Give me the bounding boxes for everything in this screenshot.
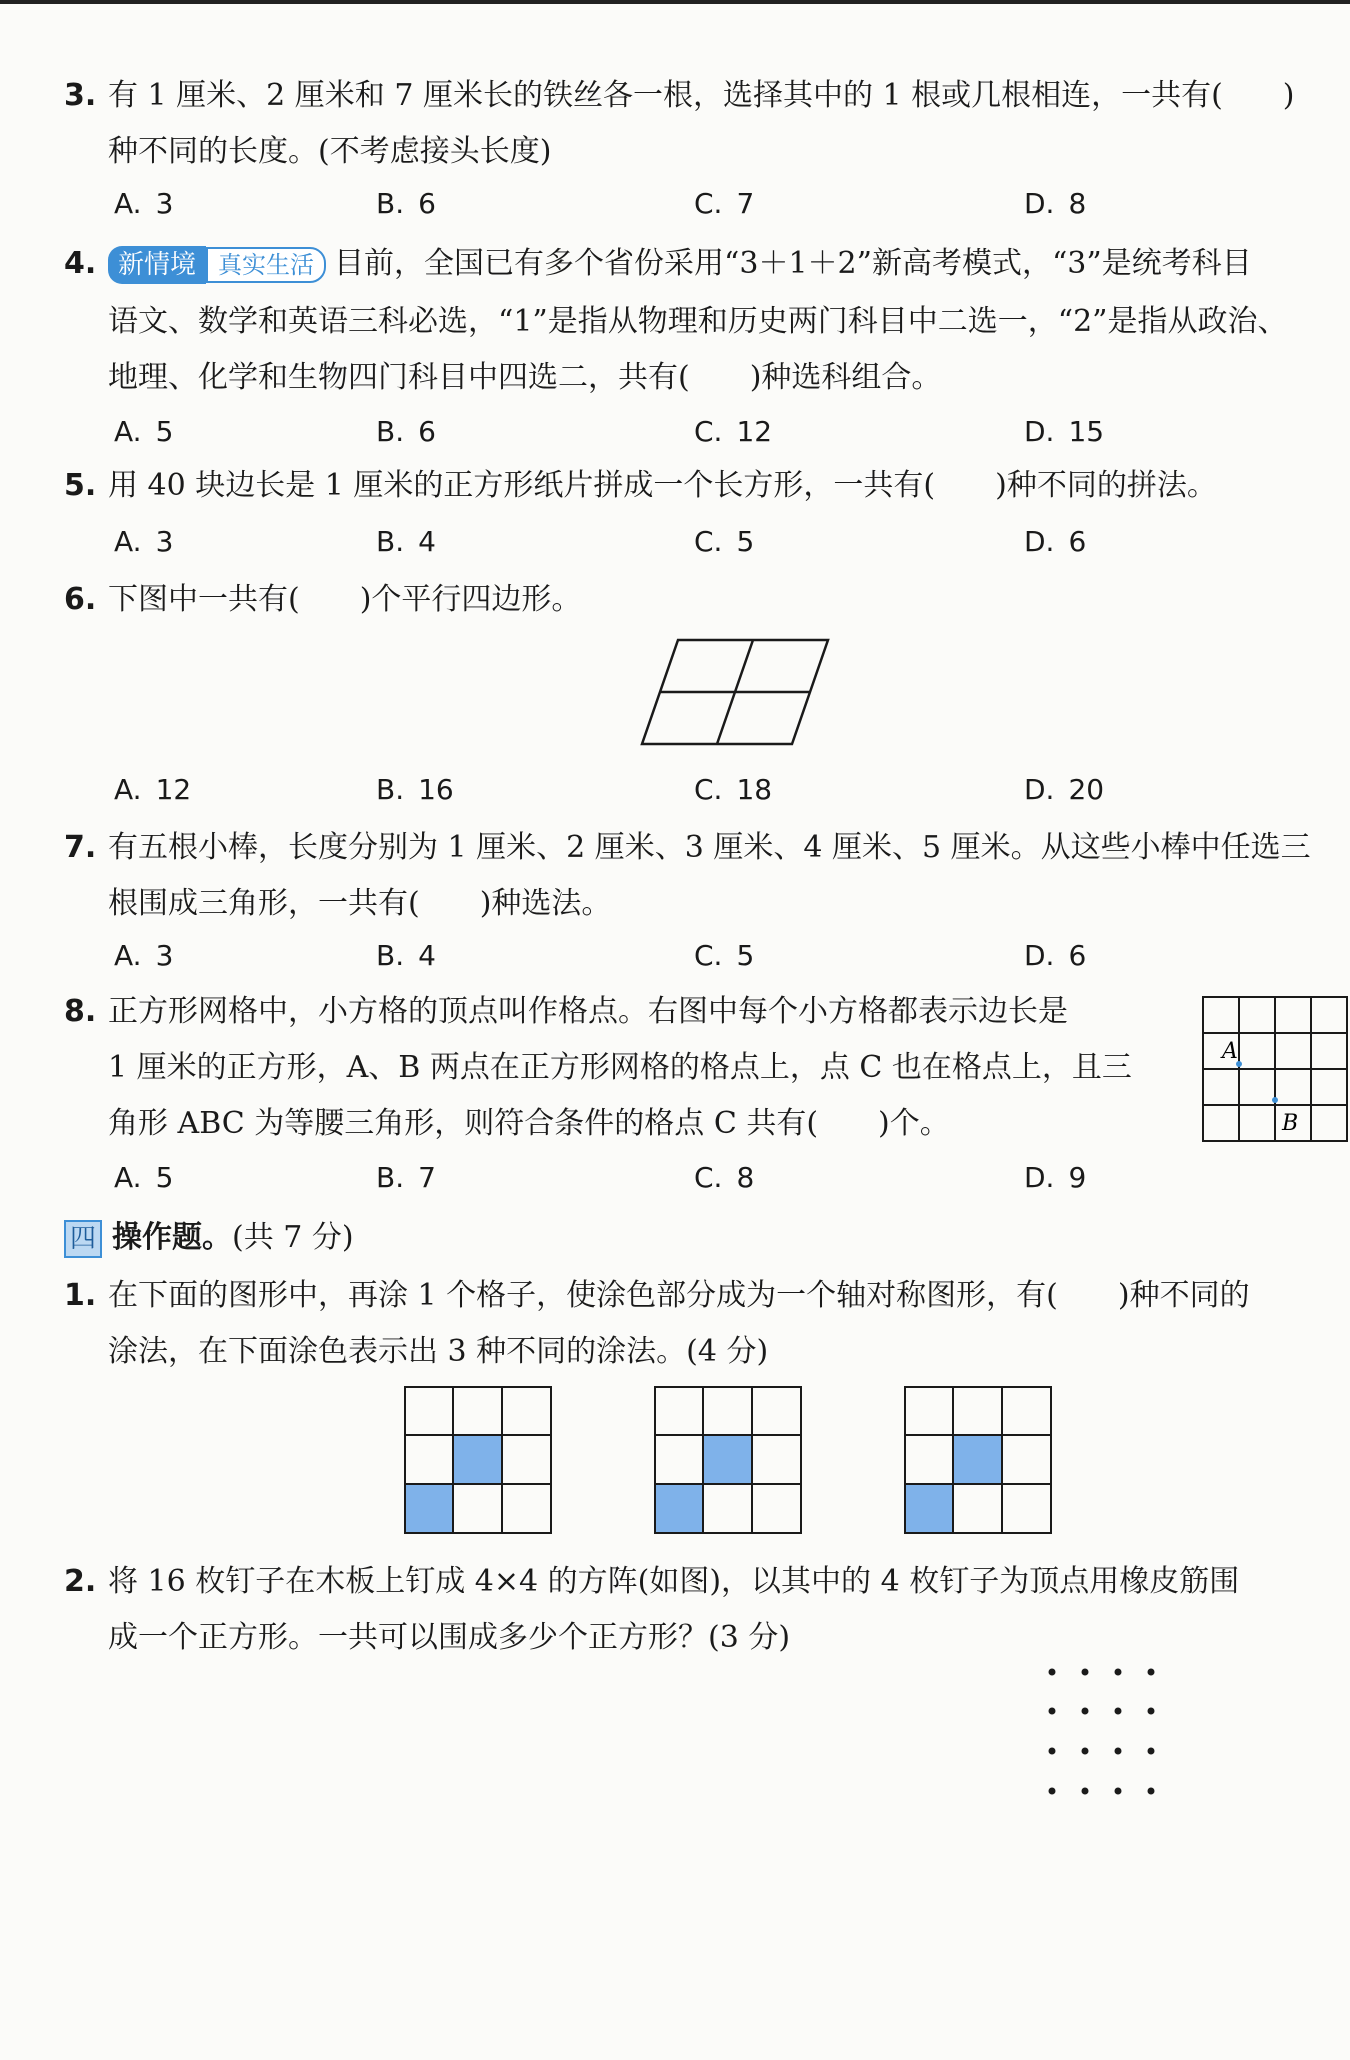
question-4-options — [108, 412, 1288, 452]
option-b[interactable]: B. 16 — [376, 773, 454, 806]
option-a[interactable]: A. 5 — [114, 1161, 174, 1194]
question-6-options — [108, 770, 1288, 810]
shaded-cell — [654, 1484, 703, 1533]
question-7-options — [108, 936, 1288, 976]
question-4-text-line-2: 语文、数学和英语三科必选，“1”是指从物理和历史两门科目中二选一，“2”是指从政治、 — [108, 304, 1288, 339]
option-c[interactable]: C. 8 — [694, 1161, 755, 1194]
coloring-grid-1[interactable] — [404, 1386, 552, 1534]
option-d[interactable]: D. 9 — [1024, 1161, 1087, 1194]
question-4-text-line-3: 地理、化学和生物四门科目中四选二，共有( )种选科组合。 — [108, 360, 942, 395]
operation-1-number: 1. — [64, 1278, 97, 1313]
question-4-number: 4. — [64, 246, 97, 281]
section-number-badge: 四 — [64, 1220, 102, 1258]
operation-1-text-line-2: 涂法，在下面涂色表示出 3 种不同的涂法。(4 分) — [108, 1334, 769, 1369]
option-c[interactable]: C. 18 — [694, 773, 773, 806]
shaded-cell — [404, 1484, 453, 1533]
shaded-cell — [953, 1435, 1002, 1484]
top-rule — [0, 0, 1350, 4]
question-4-line-1: 目前，全国已有多个省份采用“3＋1＋2”新高考模式，“3”是统考科目 — [334, 246, 1252, 281]
question-7-text-line-2: 根围成三角形，一共有( )种选法。 — [108, 886, 612, 921]
option-d[interactable]: D. 6 — [1024, 525, 1087, 558]
section-title: 操作题。 — [112, 1220, 232, 1255]
question-8-number: 8. — [64, 994, 97, 1029]
option-c[interactable]: C. 12 — [694, 415, 773, 448]
section-score: (共 7 分) — [232, 1220, 354, 1255]
option-d[interactable]: D. 15 — [1024, 415, 1105, 448]
question-3-options — [108, 184, 1288, 224]
question-7-text-line-1: 有五根小棒，长度分别为 1 厘米、2 厘米、3 厘米、4 厘米、5 厘米。从这些小棒中任选三 — [108, 830, 1311, 865]
option-d[interactable]: D. 20 — [1024, 773, 1105, 806]
option-a[interactable]: A. 3 — [114, 525, 174, 558]
operation-2-number: 2. — [64, 1564, 97, 1599]
question-5-text-line-1: 用 40 块边长是 1 厘米的正方形纸片拼成一个长方形，一共有( )种不同的拼法。 — [108, 468, 1217, 503]
option-a[interactable]: A. 3 — [114, 187, 174, 220]
coloring-grid-2[interactable] — [654, 1386, 802, 1534]
operation-2-text-line-1: 将 16 枚钉子在木板上钉成 4×4 的方阵(如图)，以其中的 4 枚钉子为顶点用橡皮筋围 — [108, 1564, 1240, 1599]
shaded-cell — [453, 1435, 502, 1484]
question-8-text-line-1: 正方形网格中，小方格的顶点叫作格点。右图中每个小方格都表示边长是 — [108, 994, 1068, 1029]
shaded-cell — [904, 1484, 953, 1533]
option-d[interactable]: D. 8 — [1024, 187, 1087, 220]
option-c[interactable]: C. 7 — [694, 187, 755, 220]
question-3-text-line-2: 种不同的长度。(不考虑接头长度) — [108, 134, 552, 169]
shaded-cell — [703, 1435, 752, 1484]
option-c[interactable]: C. 5 — [694, 939, 755, 972]
point-a-label: A — [1222, 1039, 1238, 1064]
operation-2-text-line-2: 成一个正方形。一共可以围成多少个正方形？(3 分) — [108, 1620, 791, 1655]
parallelogram-figure — [640, 638, 830, 746]
question-5-number: 5. — [64, 468, 97, 503]
question-7-number: 7. — [64, 830, 97, 865]
question-4-text-line-1 — [108, 244, 1330, 284]
operation-1-text-line-1: 在下面的图形中，再涂 1 个格子，使涂色部分成为一个轴对称图形，有( )种不同的 — [108, 1278, 1250, 1313]
section-heading — [64, 1218, 354, 1258]
option-b[interactable]: B. 7 — [376, 1161, 436, 1194]
option-d[interactable]: D. 6 — [1024, 939, 1087, 972]
option-a[interactable]: A. 3 — [114, 939, 174, 972]
option-c[interactable]: C. 5 — [694, 525, 755, 558]
question-6-number: 6. — [64, 582, 97, 617]
option-b[interactable]: B. 4 — [376, 939, 436, 972]
coloring-grid-3[interactable] — [904, 1386, 1052, 1534]
point-b-marker — [1272, 1097, 1278, 1103]
lattice-grid-figure — [1202, 996, 1348, 1142]
tag-sub-label: 真实生活 — [206, 247, 326, 283]
question-8-text-line-3: 角形 ABC 为等腰三角形，则符合条件的格点 C 共有( )个。 — [108, 1106, 950, 1141]
tag-main-label: 新情境 — [108, 246, 206, 284]
question-3-number: 3. — [64, 78, 97, 113]
option-a[interactable]: A. 12 — [114, 773, 192, 806]
question-8-text-line-2: 1 厘米的正方形，A、B 两点在正方形网格的格点上，点 C 也在格点上，且三 — [108, 1050, 1132, 1085]
option-b[interactable]: B. 4 — [376, 525, 436, 558]
new-context-tag — [108, 246, 326, 284]
question-3-text-line-1: 有 1 厘米、2 厘米和 7 厘米长的铁丝各一根，选择其中的 1 根或几根相连，一共有( ) — [108, 78, 1295, 113]
question-6-text-line-1: 下图中一共有( )个平行四边形。 — [108, 582, 582, 617]
option-b[interactable]: B. 6 — [376, 187, 436, 220]
question-5-options — [108, 522, 1288, 562]
question-8-options — [108, 1158, 1288, 1198]
option-a[interactable]: A. 5 — [114, 415, 174, 448]
point-b-label: B — [1282, 1111, 1299, 1136]
option-b[interactable]: B. 6 — [376, 415, 436, 448]
nail-array-figure — [1040, 1660, 1190, 1810]
